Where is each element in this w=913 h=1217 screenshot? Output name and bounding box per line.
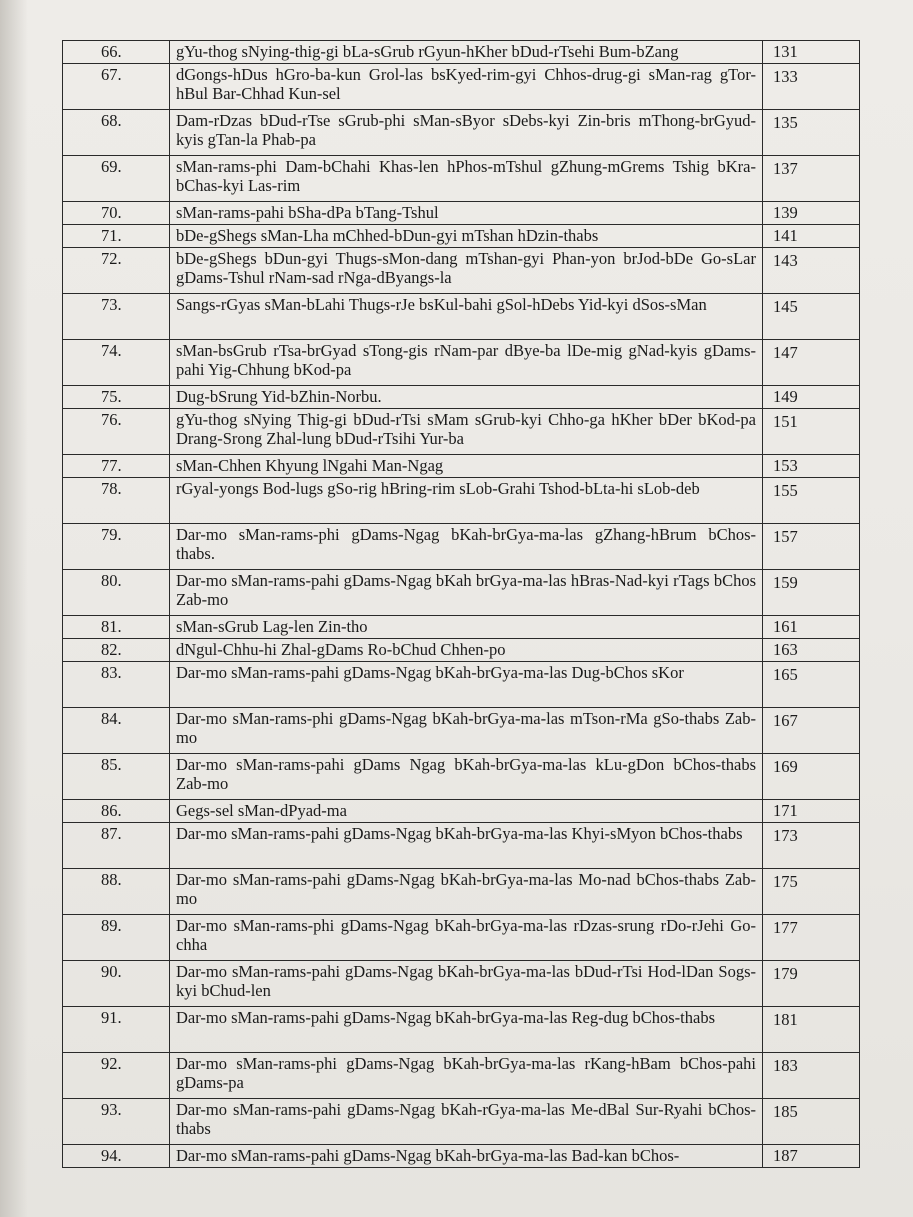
entry-page-number: 155 <box>763 478 860 524</box>
toc-row <box>63 754 860 800</box>
entry-number: 86. <box>63 800 170 823</box>
entry-title: Dar-mo sMan-rams-pahi gDams Ngag bKah-brGya-ma-las kLu-gDon bChos-thabs Zab-mo <box>170 754 763 800</box>
toc-row <box>63 478 860 524</box>
entry-number: 93. <box>63 1099 170 1145</box>
entry-title: rGyal-yongs Bod-lugs gSo-rig hBring-rim sLob-Grahi Tshod-bLta-hi sLob-deb <box>170 478 763 524</box>
entry-title: Dar-mo sMan-rams-pahi gDams-Ngag bKah-brGya-ma-las Mo-nad bChos-thabs Zab-mo <box>170 869 763 915</box>
entry-number: 66. <box>63 41 170 64</box>
entry-page-number: 177 <box>763 915 860 961</box>
entry-title: Dug-bSrung Yid-bZhin-Norbu. <box>170 386 763 409</box>
toc-row <box>63 800 860 823</box>
page-edge-shadow <box>0 0 28 1217</box>
toc-row <box>63 455 860 478</box>
entry-title: Dar-mo sMan-rams-pahi gDams-Ngag bKah-brGya-ma-las Reg-dug bChos-thabs <box>170 1007 763 1053</box>
toc-row <box>63 823 860 869</box>
entry-number: 84. <box>63 708 170 754</box>
entry-title: Dar-mo sMan-rams-phi gDams-Ngag bKah-brGya-ma-las rDzas-srung rDo-rJehi Go-chha <box>170 915 763 961</box>
toc-row <box>63 110 860 156</box>
toc-row <box>63 570 860 616</box>
entry-title: gYu-thog sNying Thig-gi bDud-rTsi sMam sGrub-kyi Chho-ga hKher bDer bKod-pa Drang-Srong Zhal-lung bDud-rTsihi Yur-ba <box>170 409 763 455</box>
toc-row <box>63 915 860 961</box>
toc-row <box>63 616 860 639</box>
entry-page-number: 181 <box>763 1007 860 1053</box>
entry-page-number: 143 <box>763 248 860 294</box>
entry-number: 68. <box>63 110 170 156</box>
entry-page-number: 167 <box>763 708 860 754</box>
entry-page-number: 161 <box>763 616 860 639</box>
entry-number: 75. <box>63 386 170 409</box>
entry-title: bDe-gShegs sMan-Lha mChhed-bDun-gyi mTshan hDzin-thabs <box>170 225 763 248</box>
entry-page-number: 173 <box>763 823 860 869</box>
entry-page-number: 139 <box>763 202 860 225</box>
entry-number: 79. <box>63 524 170 570</box>
entry-number: 81. <box>63 616 170 639</box>
table-of-contents <box>62 40 860 1168</box>
toc-row <box>63 869 860 915</box>
entry-title: sMan-rams-phi Dam-bChahi Khas-len hPhos-mTshul gZhung-mGrems Tshig bKra-bChas-kyi Las-rim <box>170 156 763 202</box>
entry-page-number: 165 <box>763 662 860 708</box>
entry-number: 91. <box>63 1007 170 1053</box>
entry-number: 78. <box>63 478 170 524</box>
entry-page-number: 147 <box>763 340 860 386</box>
toc-row <box>63 524 860 570</box>
entry-title: sMan-bsGrub rTsa-brGyad sTong-gis rNam-par dBye-ba lDe-mig gNad-kyis gDams-pahi Yig-Chhung bKod-pa <box>170 340 763 386</box>
entry-page-number: 163 <box>763 639 860 662</box>
entry-page-number: 171 <box>763 800 860 823</box>
entry-number: 76. <box>63 409 170 455</box>
entry-page-number: 133 <box>763 64 860 110</box>
entry-number: 87. <box>63 823 170 869</box>
toc-row <box>63 340 860 386</box>
entry-title: Dar-mo sMan-rams-pahi gDams-Ngag bKah brGya-ma-las hBras-Nad-kyi rTags bChos Zab-mo <box>170 570 763 616</box>
entry-number: 77. <box>63 455 170 478</box>
entry-page-number: 157 <box>763 524 860 570</box>
entry-page-number: 183 <box>763 1053 860 1099</box>
entry-number: 90. <box>63 961 170 1007</box>
entry-page-number: 179 <box>763 961 860 1007</box>
toc-row <box>63 1099 860 1145</box>
entry-title: Dar-mo sMan-rams-pahi gDams-Ngag bKah-brGya-ma-las Dug-bChos sKor <box>170 662 763 708</box>
entry-title: Dar-mo sMan-rams-phi gDams-Ngag bKah-brGya-ma-las rKang-hBam bChos-pahi gDams-pa <box>170 1053 763 1099</box>
toc-row <box>63 1053 860 1099</box>
entry-number: 73. <box>63 294 170 340</box>
entry-title: dGongs-hDus hGro-ba-kun Grol-las bsKyed-rim-gyi Chhos-drug-gi sMan-rag gTor-hBul Bar-Chhad Kun-sel <box>170 64 763 110</box>
entry-page-number: 149 <box>763 386 860 409</box>
entry-page-number: 175 <box>763 869 860 915</box>
entry-page-number: 141 <box>763 225 860 248</box>
entry-title: gYu-thog sNying-thig-gi bLa-sGrub rGyun-hKher bDud-rTsehi Bum-bZang <box>170 41 763 64</box>
entry-title: Dar-mo sMan-rams-pahi gDams-Ngag bKah-rGya-ma-las Me-dBal Sur-Ryahi bChos-thabs <box>170 1099 763 1145</box>
entry-title: dNgul-Chhu-hi Zhal-gDams Ro-bChud Chhen-po <box>170 639 763 662</box>
toc-row <box>63 248 860 294</box>
toc-row <box>63 41 860 64</box>
toc-row <box>63 961 860 1007</box>
toc-row <box>63 202 860 225</box>
entry-number: 94. <box>63 1145 170 1168</box>
entry-page-number: 153 <box>763 455 860 478</box>
entry-page-number: 185 <box>763 1099 860 1145</box>
entry-number: 82. <box>63 639 170 662</box>
entry-page-number: 131 <box>763 41 860 64</box>
entry-number: 72. <box>63 248 170 294</box>
toc-row <box>63 639 860 662</box>
entry-number: 85. <box>63 754 170 800</box>
entry-page-number: 135 <box>763 110 860 156</box>
toc-row <box>63 386 860 409</box>
entry-title: Dar-mo sMan-rams-phi gDams-Ngag bKah-brGya-ma-las mTson-rMa gSo-thabs Zab-mo <box>170 708 763 754</box>
entry-title: Dar-mo sMan-rams-phi gDams-Ngag bKah-brGya-ma-las gZhang-hBrum bChos-thabs. <box>170 524 763 570</box>
entry-page-number: 169 <box>763 754 860 800</box>
entry-number: 74. <box>63 340 170 386</box>
entry-number: 92. <box>63 1053 170 1099</box>
entry-title: sMan-Chhen Khyung lNgahi Man-Ngag <box>170 455 763 478</box>
entry-number: 83. <box>63 662 170 708</box>
entry-title: sMan-sGrub Lag-len Zin-tho <box>170 616 763 639</box>
entry-page-number: 159 <box>763 570 860 616</box>
entry-title: Dar-mo sMan-rams-pahi gDams-Ngag bKah-brGya-ma-las Bad-kan bChos- <box>170 1145 763 1168</box>
toc-row <box>63 662 860 708</box>
entry-title: Gegs-sel sMan-dPyad-ma <box>170 800 763 823</box>
toc-row <box>63 294 860 340</box>
entry-page-number: 151 <box>763 409 860 455</box>
toc-row <box>63 1007 860 1053</box>
toc-row <box>63 1145 860 1168</box>
entry-page-number: 137 <box>763 156 860 202</box>
entry-number: 69. <box>63 156 170 202</box>
entry-number: 70. <box>63 202 170 225</box>
entry-title: Sangs-rGyas sMan-bLahi Thugs-rJe bsKul-bahi gSol-hDebs Yid-kyi dSos-sMan <box>170 294 763 340</box>
toc-body <box>63 41 860 1168</box>
entry-page-number: 145 <box>763 294 860 340</box>
toc-row <box>63 156 860 202</box>
toc-row <box>63 409 860 455</box>
entry-title: Dar-mo sMan-rams-pahi gDams-Ngag bKah-brGya-ma-las Khyi-sMyon bChos-thabs <box>170 823 763 869</box>
entry-number: 88. <box>63 869 170 915</box>
toc-row <box>63 64 860 110</box>
toc-row <box>63 708 860 754</box>
entry-title: bDe-gShegs bDun-gyi Thugs-sMon-dang mTshan-gyi Phan-yon brJod-bDe Go-sLar gDams-Tshul rNam-sad rNga-dByangs-la <box>170 248 763 294</box>
entry-number: 89. <box>63 915 170 961</box>
entry-number: 80. <box>63 570 170 616</box>
entry-page-number: 187 <box>763 1145 860 1168</box>
entry-title: Dam-rDzas bDud-rTse sGrub-phi sMan-sByor sDebs-kyi Zin-bris mThong-brGyud-kyis gTan-la Phab-pa <box>170 110 763 156</box>
entry-number: 67. <box>63 64 170 110</box>
toc-row <box>63 225 860 248</box>
entry-number: 71. <box>63 225 170 248</box>
entry-title: sMan-rams-pahi bSha-dPa bTang-Tshul <box>170 202 763 225</box>
entry-title: Dar-mo sMan-rams-pahi gDams-Ngag bKah-brGya-ma-las bDud-rTsi Hod-lDan Sogs-kyi bChud-len <box>170 961 763 1007</box>
